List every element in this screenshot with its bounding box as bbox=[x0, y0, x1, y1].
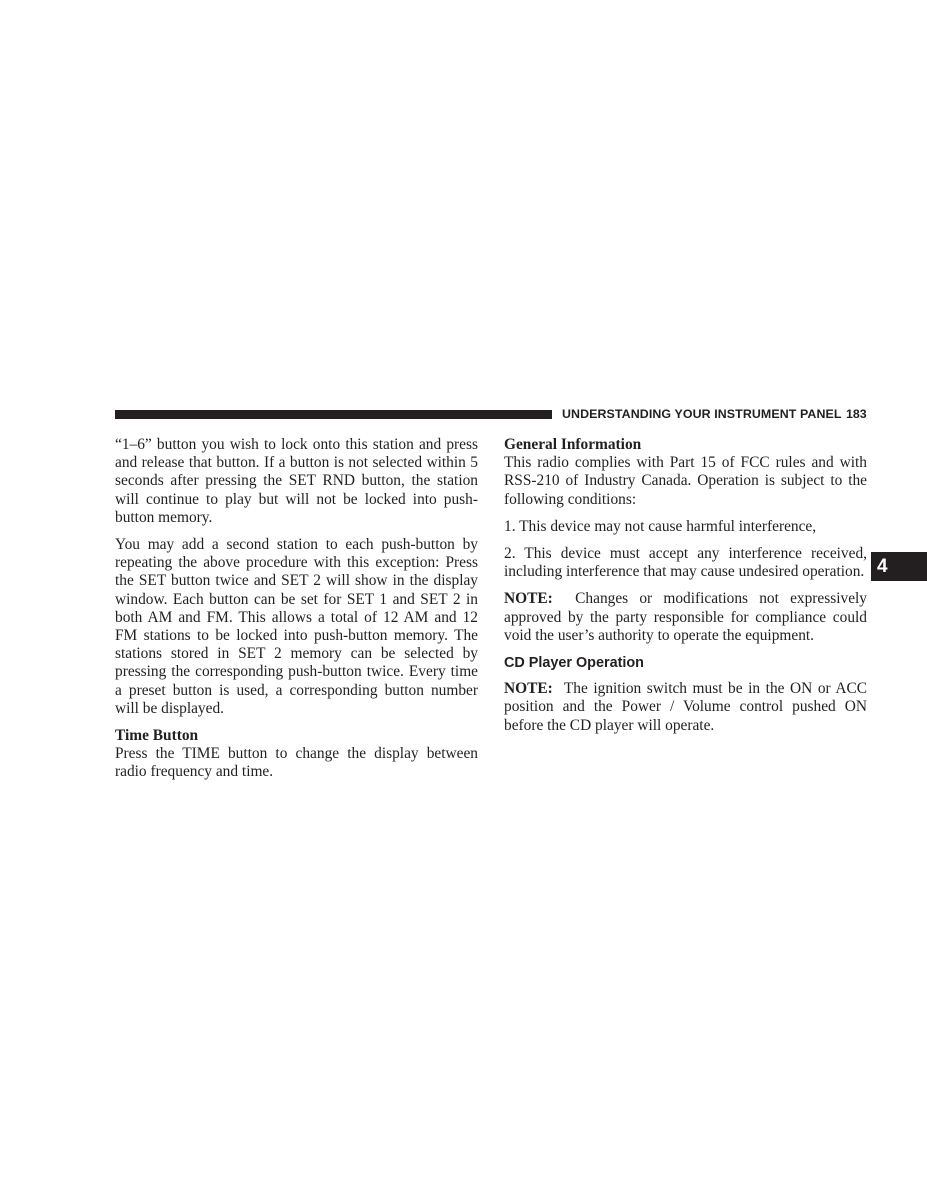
header-rule bbox=[115, 410, 552, 419]
section-title: UNDERSTANDING YOUR INSTRUMENT PANEL bbox=[562, 407, 842, 421]
right-column bbox=[504, 436, 867, 735]
paragraph-second-station: You may add a second station to each push-button by repeating the above procedure with this exception: Press the SET button twice and SET 2 will show in the display window. Each button can be set for SET 1 and SET 2 in both AM and FM. This allows a total of 12 AM and 12 FM stations to be locked into push-button memory. The stations stored in SET 2 memory can be selected by pressing the corresponding push-button twice. Every time a preset button is used, a corresponding button number will be displayed. bbox=[115, 536, 478, 717]
cd-player-heading: CD Player Operation bbox=[504, 655, 644, 672]
note-text: Changes or modifications not expressively approved by the party responsible for compliance could void the user’s authority to operate the equipment. bbox=[504, 590, 867, 644]
note-cd bbox=[504, 680, 867, 735]
paragraph-preset-lock: “1–6” button you wish to lock onto this station and press and release that button. If a button is not selected within 5 seconds after pressing the SET RND button, the station will continue to play but will not be locked into push-button memory. bbox=[115, 436, 478, 526]
chapter-tab bbox=[871, 552, 927, 581]
note-label: NOTE: bbox=[504, 590, 553, 608]
time-button-text: Press the TIME button to change the display between radio frequency and time. bbox=[115, 745, 478, 781]
condition-1: 1. This device may not cause harmful interference, bbox=[504, 517, 817, 535]
page-number: 183 bbox=[846, 407, 867, 421]
chapter-number: 4 bbox=[877, 556, 888, 577]
general-info-heading: General Information bbox=[504, 436, 642, 453]
note-fcc bbox=[504, 590, 867, 645]
note-label: NOTE: bbox=[504, 680, 553, 698]
note-text: The ignition switch must be in the ON or ACC position and the Power / Volume control pushed ON before the CD player will operate. bbox=[504, 680, 867, 734]
left-column bbox=[115, 436, 478, 782]
condition-2: 2. This device must accept any interference received, including interference that may cause undesired operation. bbox=[504, 545, 867, 581]
time-button-heading: Time Button bbox=[115, 727, 199, 745]
general-info-text: This radio complies with Part 15 of FCC rules and with RSS-210 of Industry Canada. Operation is subject to the following conditions: bbox=[504, 454, 867, 508]
